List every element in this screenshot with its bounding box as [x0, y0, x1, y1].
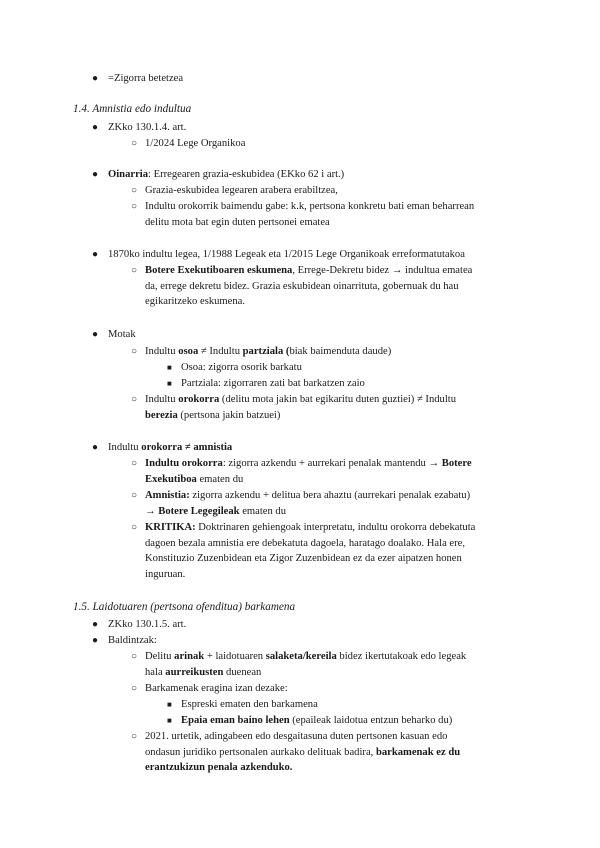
- circle-bullet-icon: ○: [131, 458, 138, 469]
- square-bullet-icon: ■: [167, 700, 172, 709]
- list-item: ● 1870ko indultu legea, 1/1988 Legeak eta 1/2015 Lege Organikoak erreformatutakoa: [108, 247, 548, 263]
- square-bullet-icon: ■: [167, 379, 172, 388]
- bullet-icon: ●: [92, 249, 99, 260]
- list-item: ● Oinarria: Erregearen grazia-eskubidea (EKko 62 i art.): [108, 167, 548, 183]
- circle-bullet-icon: ○: [131, 138, 138, 149]
- bullet-icon: ●: [92, 73, 99, 84]
- list-item: ○ Indultu osoa ≠ Indultu partziala (biak baimenduta daude): [145, 344, 545, 360]
- circle-bullet-icon: ○: [131, 522, 138, 533]
- circle-bullet-icon: ○: [131, 731, 138, 742]
- circle-bullet-icon: ○: [131, 490, 138, 501]
- section-heading: 1.4. Amnistia edo indultua: [73, 103, 192, 115]
- square-bullet-icon: ■: [167, 363, 172, 372]
- list-item: ● Baldintzak:: [108, 633, 548, 649]
- list-item: ● ZKko 130.1.4. art.: [108, 120, 548, 136]
- bullet-icon: ●: [92, 442, 99, 453]
- list-item: ○ Amnistia: zigorra azkendu + delitua bera ahaztu (aurrekari penalak ezabatu) → Botere Legegileak ematen du: [131, 490, 471, 517]
- list-item: ● =Zigorra betetzea: [108, 71, 548, 87]
- list-item: ○ Delitu arinak + laidotuaren salaketa/kereila bidez ikertutakoak edo legeak hala aurreikusten duenean: [131, 651, 467, 678]
- list-item: ○ 2021. urtetik, adingabeen edo desgaitasuna duten pertsonen kasuan edo ondasun juridiko pertsonalen aurkako delituak badira, barkamenak ez du erantzukizun penala azkenduko.: [131, 731, 461, 773]
- list-item: ■ Epaia eman baino lehen (epaileak laidotua entzun beharko du): [181, 713, 541, 729]
- bullet-icon: ●: [92, 329, 99, 340]
- bullet-icon: ●: [92, 169, 99, 180]
- circle-bullet-icon: ○: [131, 651, 138, 662]
- section-heading: 1.5. Laidotuaren (pertsona ofenditua) barkamena: [73, 601, 296, 613]
- circle-bullet-icon: ○: [131, 201, 138, 212]
- list-item: ○ Indultu orokorrik baimendu gabe: k.k, pertsona konkretu bati eman beharrean delitu mota bat egin duten pertsonei ematea: [131, 201, 475, 228]
- list-item: ■ Osoa: zigorra osorik barkatu: [181, 360, 541, 376]
- list-item: ○ Grazia-eskubidea legearen arabera erabiltzea,: [145, 183, 545, 199]
- list-item: ○ 1/2024 Lege Organikoa: [145, 136, 545, 152]
- bullet-icon: ●: [92, 635, 99, 646]
- circle-bullet-icon: ○: [131, 394, 138, 405]
- list-item: ○ Botere Exekutiboaren eskumena, Errege-Dekretu bidez → indultua ematea da, errege dekretu bidez. Grazia eskubidean oinarrituta, gobernuak du hau egikaritzeko eskumena.: [131, 265, 473, 307]
- list-item: ■ Espreski ematen den barkamena: [181, 697, 541, 713]
- circle-bullet-icon: ○: [131, 265, 138, 276]
- circle-bullet-icon: ○: [131, 346, 138, 357]
- list-item: ■ Partziala: zigorraren zati bat barkatzen zaio: [181, 376, 541, 392]
- list-item: ○ Indultu orokorra (delitu mota jakin bat egikaritu duten guztiei) ≠ Indultu berezia (pertsona jakin batzuei): [131, 394, 457, 421]
- bullet-icon: ●: [92, 122, 99, 133]
- list-item: ● ZKko 130.1.5. art.: [108, 617, 548, 633]
- list-item: ● Indultu orokorra ≠ amnistia: [108, 440, 548, 456]
- square-bullet-icon: ■: [167, 716, 172, 725]
- circle-bullet-icon: ○: [131, 185, 138, 196]
- bullet-icon: ●: [92, 619, 99, 630]
- list-item: ○ Barkamenak eragina izan dezake:: [145, 681, 545, 697]
- list-item: ○ KRITIKA: Doktrinaren gehiengoak interpretatu, indultu orokorra debekatuta dagoen bezala amnistia ere debekatuta dagoela, haratago doalako. Hala ere, Konstituzio Zuzenbidean eta Zigor Zuzenbidean ez da ezer aipatzen honen inguruan.: [131, 522, 476, 580]
- list-item: ○ Indultu orokorra: zigorra azkendu + aurrekari penalak mantendu → Botere Exekutiboa ematen du: [131, 458, 472, 485]
- list-item: ● Motak: [108, 327, 548, 343]
- circle-bullet-icon: ○: [131, 683, 138, 694]
